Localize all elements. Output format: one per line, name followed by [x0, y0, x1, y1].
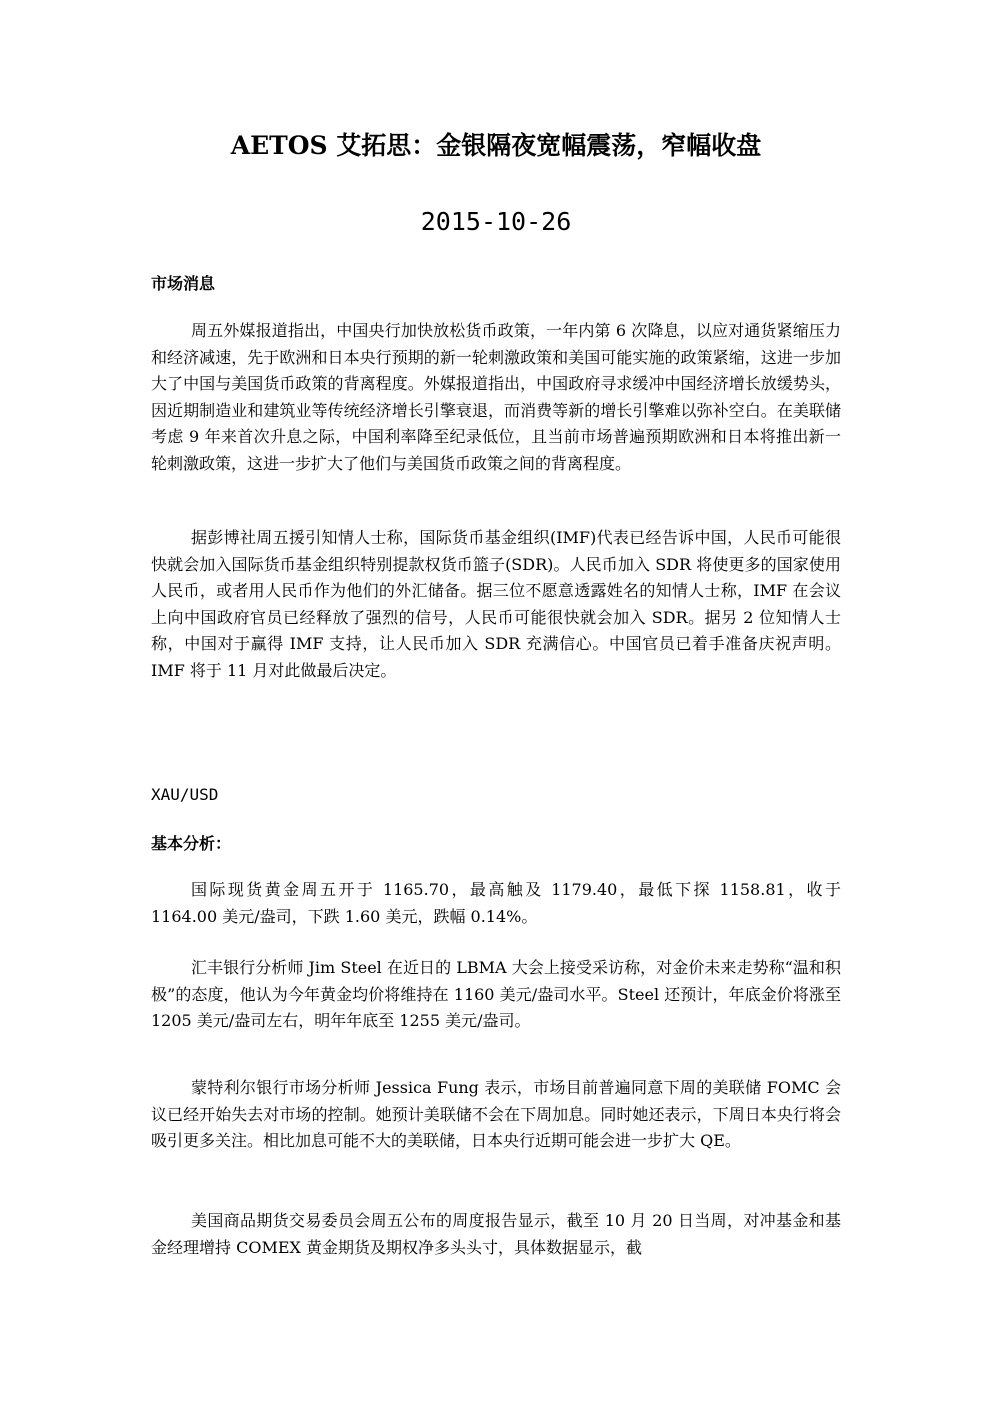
section-heading-market-news: 市场消息 [151, 274, 216, 293]
paragraph-xau-1: 国际现货黄金周五开于 1165.70，最高触及 1179.40，最低下探 1158.81，收于 1164.00 美元/盎司，下跌 1.60 美元，跌幅 0.14%。 [151, 880, 841, 926]
document-date: 2015-10-26 [420, 207, 572, 236]
paragraph-xau-3: 蒙特利尔银行市场分析师 Jessica Fung 表示，市场目前普遍同意下周的美联储 FOMC 会议已经开始失去对市场的控制。她预计美联储不会在下周加息。同时她还表示，下周日本央行将会吸引更多关注。相比加息可能不大的美联储，日本央行近期可能会进一步扩大 QE。 [151, 1078, 841, 1150]
paragraph-xau-4: 美国商品期货交易委员会周五公布的周度报告显示，截至 10 月 20 日当周，对冲基金和基金经理增持 COMEX 黄金期货及期权净多头头寸，具体数据显示，截 [151, 1211, 841, 1257]
paragraph-market-news-1: 周五外媒报道指出，中国央行加快放松货币政策，一年内第 6 次降息，以应对通货紧缩压力和经济减速，先于欧洲和日本央行预期的新一轮刺激政策和美国可能实施的政策紧缩，这进一步加大了中国与美国货币政策的背离程度。外媒报道指出，中国政府寻求缓冲中国经济增长放缓势头，因近期制造业和建筑业等传统经济增长引擎衰退，而消费等新的增长引擎难以弥补空白。在美联储考虑 9 年来首次升息之际，中国利率降至纪录低位，且当前市场普遍预期欧洲和日本将推出新一轮刺激政策，这进一步扩大了他们与美国货币政策之间的背离程度。 [151, 321, 841, 473]
paragraph-market-news-2: 据彭博社周五援引知情人士称，国际货币基金组织(IMF)代表已经告诉中国，人民币可能很快就会加入国际货币基金组织特别提款权货币篮子(SDR)。人民币加入 SDR 将使更多的国家使用人民币，或者用人民币作为他们的外汇储备。据三位不愿意透露姓名的知情人士称，IMF 在会议上向中国政府官员已经释放了强烈的信号，人民币可能很快就会加入 SDR。据另 2 位知情人士称，中国对于赢得 IMF 支持，让人民币加入 SDR 充满信心。中国官员已着手准备庆祝声明。IMF 将于 11 月对此做最后决定。 [151, 528, 841, 680]
paragraph-xau-2: 汇丰银行分析师 Jim Steel 在近日的 LBMA 大会上接受采访称，对金价未来走势称“温和积极”的态度，他认为今年黄金均价将维持在 1160 美元/盎司水平。Steel 还预计，年底金价将涨至 1205 美元/盎司左右，明年年底至 1255 美元/盎司。 [151, 958, 841, 1030]
section-heading-fundamental-analysis: 基本分析： [151, 834, 232, 853]
document-title: AETOS 艾拓思：金银隔夜宽幅震荡，窄幅收盘 [230, 131, 762, 160]
section-symbol-xau-usd: XAU/USD [151, 785, 219, 804]
